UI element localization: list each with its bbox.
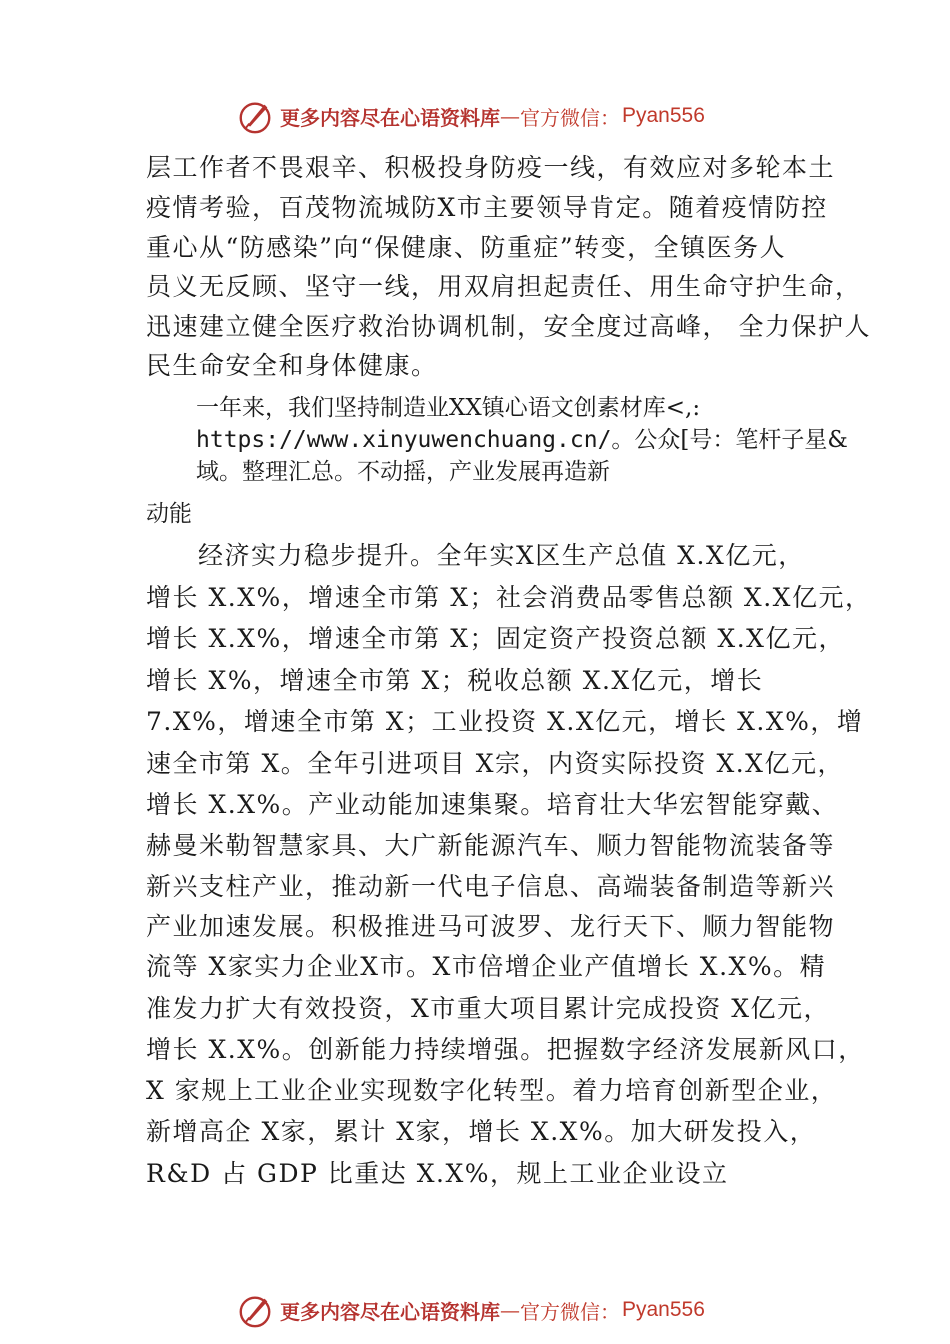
text-line: 动能	[146, 501, 192, 527]
text-line: 重心从“防感染”向“保健康、防重症”转变，全镇医务人	[146, 233, 787, 262]
text-fragment: 。公众[号：笔杆子星&	[611, 427, 848, 453]
header-banner	[236, 96, 736, 136]
text-line: 经济实力稳步提升。全年实X区生产总值 X.X亿元，	[198, 541, 805, 570]
quill-pen-logo-icon	[236, 97, 274, 135]
banner-title: 更多内容尽在心语资料库	[280, 1299, 500, 1324]
banner-contact-label: 官方微信：	[520, 1299, 620, 1324]
text-line: 民生命安全和身体健康。	[146, 351, 438, 380]
text-line: 流等 X家实力企业X市。X市倍增企业产值增长 X.X%。精	[146, 952, 827, 981]
text-line: 域。整理汇总。不动摇，产业发展再造新	[196, 459, 610, 485]
banner-contact-label: 官方微信：	[520, 105, 620, 130]
banner-dash: —	[500, 104, 520, 128]
quill-pen-logo-icon	[236, 1291, 274, 1329]
text-line: 一年来，我们坚持制造业XX镇心语文创素材库<,:	[196, 395, 701, 421]
text-line: 准发力扩大有效投资，X市重大项目累计完成投资 X亿元，	[146, 994, 831, 1023]
footer-banner	[236, 1290, 736, 1330]
text-line: R&D 占 GDP 比重达 X.X%，规上工业企业设立	[146, 1159, 729, 1188]
banner-wechat-id: Pyan556	[622, 1298, 705, 1321]
text-line: 速全市第 X。全年引进项目 X宗，内资实际投资 X.X亿元，	[146, 749, 844, 778]
text-line: 疫情考验，百茂物流城防X市主要领导肯定。随着疫情防控	[146, 193, 828, 222]
text-line: 增长 X%，增速全市第 X；税收总额 X.X亿元，增长	[146, 666, 764, 695]
text-line: 产业加速发展。积极推进马可波罗、龙行天下、顺力智能物	[146, 912, 836, 941]
banner-title: 更多内容尽在心语资料库	[280, 105, 500, 130]
text-line: 增长 X.X%。创新能力持续增强。把握数字经济发展新风口，	[146, 1035, 865, 1064]
text-line: 新兴支柱产业，推动新一代电子信息、高端装备制造等新兴	[146, 872, 836, 901]
banner-wechat-id: Pyan556	[622, 104, 705, 127]
text-line: 7.X%，增速全市第 X；工业投资 X.X亿元，增长 X.X%，增	[146, 707, 864, 736]
text-line	[196, 423, 848, 457]
source-url-text: https://www.xinyuwenchuang.cn/	[196, 427, 612, 453]
text-line: X 家规上工业企业实现数字化转型。着力培育创新型企业，	[146, 1076, 838, 1105]
text-line: 新增高企 X家，累计 X家，增长 X.X%。加大研发投入，	[146, 1117, 817, 1146]
text-line: 赫曼米勒智慧家具、大广新能源汽车、顺力智能物流装备等	[146, 831, 836, 860]
text-line: 增长 X.X%，增速全市第 X；社会消费品零售总额 X.X亿元，	[146, 583, 872, 612]
text-line: 层工作者不畏艰辛、积极投身防疫一线，有效应对多轮本土	[146, 153, 836, 182]
banner-dash: —	[500, 1298, 520, 1322]
text-line: 增长 X.X%。产业动能加速集聚。培育壮大华宏智能穿戴、	[146, 790, 839, 819]
text-line: 迅速建立健全医疗救治协调机制，安全度过高峰， 全力保护人	[146, 312, 871, 341]
text-line: 员义无反顾、坚守一线，用双肩担起责任、用生命守护生命，	[146, 272, 862, 301]
text-line: 增长 X.X%，增速全市第 X；固定资产投资总额 X.X亿元，	[146, 624, 845, 653]
